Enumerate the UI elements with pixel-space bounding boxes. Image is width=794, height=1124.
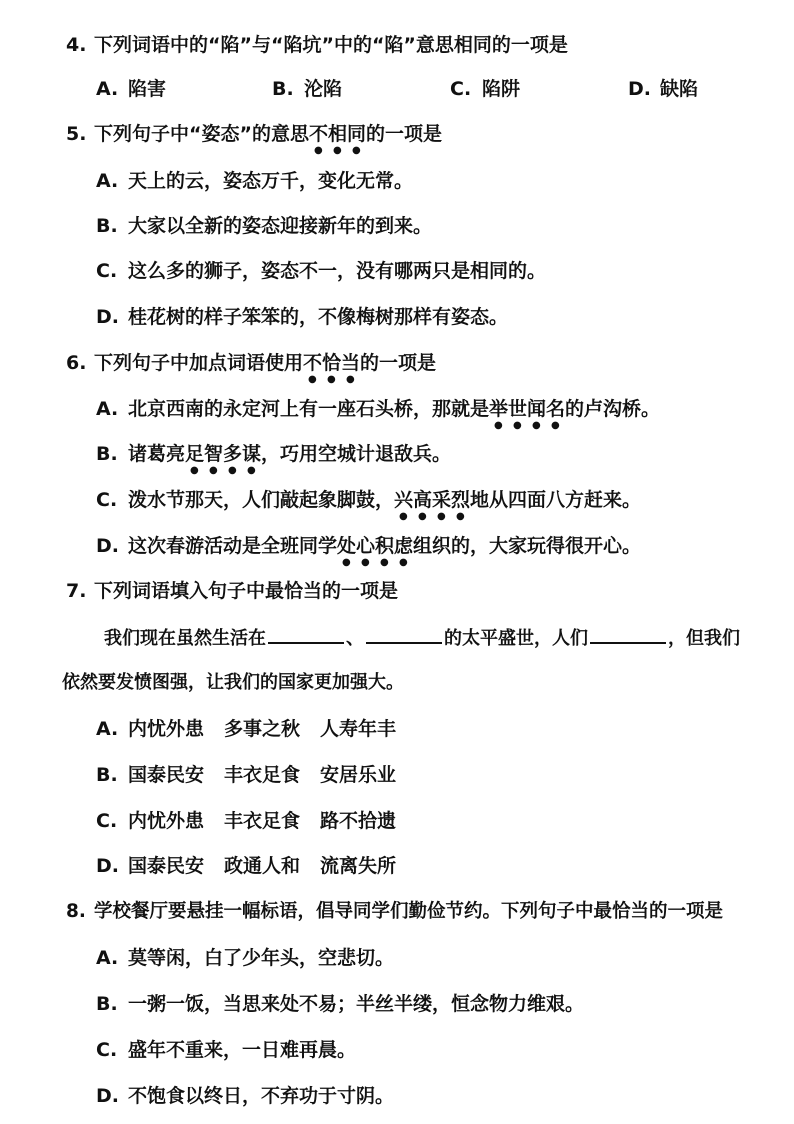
emphasized-text: 举世闻名 bbox=[489, 398, 566, 420]
question-5-option-a: A. 天上的云，姿态万千，变化无常。 bbox=[96, 170, 414, 192]
question-number: 8. bbox=[66, 901, 86, 922]
question-7-option-b: B. 国泰民安 丰衣足食 安居乐业 bbox=[96, 764, 397, 786]
question-5-option-c: C. 这么多的狮子，姿态不一，没有哪两只是相同的。 bbox=[96, 260, 547, 282]
question-6-stem: 6. 下列句子中加点词语使用不恰当的一项是 bbox=[66, 352, 437, 374]
question-7-passage-line-1: 我们现在虽然生活在 、 的太平盛世，人们 ，但我们 bbox=[104, 624, 740, 652]
question-number: 5. bbox=[66, 123, 87, 145]
question-text: 学校餐厅要悬挂一幅标语，倡导同学们勤俭节约。下列句子中最恰当的一项是 bbox=[94, 901, 724, 922]
question-8-option-d: D. 不饱食以终日，不弃功于寸阴。 bbox=[96, 1085, 395, 1107]
question-5-option-b: B. 大家以全新的姿态迎接新年的到来。 bbox=[96, 215, 433, 237]
question-4-stem bbox=[66, 32, 568, 58]
question-8-option-c: C. 盛年不重来，一日难再晨。 bbox=[96, 1039, 357, 1061]
emphasized-text: 兴高采烈 bbox=[394, 489, 471, 511]
question-number: 6. bbox=[66, 352, 87, 374]
question-8-option-b: B. 一粥一饭，当思来处不易；半丝半缕，恒念物力维艰。 bbox=[96, 993, 585, 1015]
question-7-option-a: A. 内忧外患 多事之秋 人寿年丰 bbox=[96, 718, 397, 740]
question-5-stem: 5. 下列句子中“姿态”的意思不相同的一项是 bbox=[66, 123, 443, 145]
emphasized-text: 足智多谋 bbox=[185, 443, 262, 465]
emphasized-text: 不恰当 bbox=[303, 352, 361, 374]
question-text: 下列词语中的“陷”与“陷坑”中的“陷”意思相同的一项是 bbox=[94, 34, 568, 56]
question-7-passage-line-2: 依然要发愤图强，让我们的国家更加强大。 bbox=[62, 672, 404, 693]
fill-blank bbox=[268, 624, 344, 644]
question-8-option-a: A. 莫等闲，白了少年头，空悲切。 bbox=[96, 947, 395, 969]
option-a: A. 陷害 bbox=[96, 78, 167, 100]
question-text: 下列词语填入句子中最恰当的一项是 bbox=[94, 580, 399, 602]
question-number: 7. bbox=[66, 580, 87, 602]
question-7-option-c: C. 内忧外患 丰衣足食 路不拾遗 bbox=[96, 810, 397, 832]
question-6-option-c: C. 泼水节那天，人们敲起象脚鼓，兴高采烈地从四面八方赶来。 bbox=[96, 489, 642, 511]
question-5-option-d: D. 桂花树的样子笨笨的，不像梅树那样有姿态。 bbox=[96, 306, 509, 328]
emphasized-text: 不相同 bbox=[308, 123, 366, 145]
question-6-option-a: A. 北京西南的永定河上有一座石头桥，那就是举世闻名的卢沟桥。 bbox=[96, 398, 661, 420]
question-6-option-d: D. 这次春游活动是全班同学处心积虑组织的，大家玩得很开心。 bbox=[96, 535, 642, 557]
question-7-stem bbox=[66, 578, 398, 604]
fill-blank bbox=[590, 624, 666, 644]
question-number: 4. bbox=[66, 34, 87, 56]
question-8-stem bbox=[66, 899, 723, 925]
fill-blank bbox=[366, 624, 442, 644]
question-7-option-d: D. 国泰民安 政通人和 流离失所 bbox=[96, 855, 397, 877]
question-6-option-b: B. 诸葛亮足智多谋，巧用空城计退敌兵。 bbox=[96, 443, 452, 465]
option-b: B. 沦陷 bbox=[272, 78, 343, 100]
option-c: C. 陷阱 bbox=[450, 78, 521, 100]
option-d: D. 缺陷 bbox=[628, 78, 699, 100]
emphasized-text: 处心积虑 bbox=[337, 535, 414, 557]
